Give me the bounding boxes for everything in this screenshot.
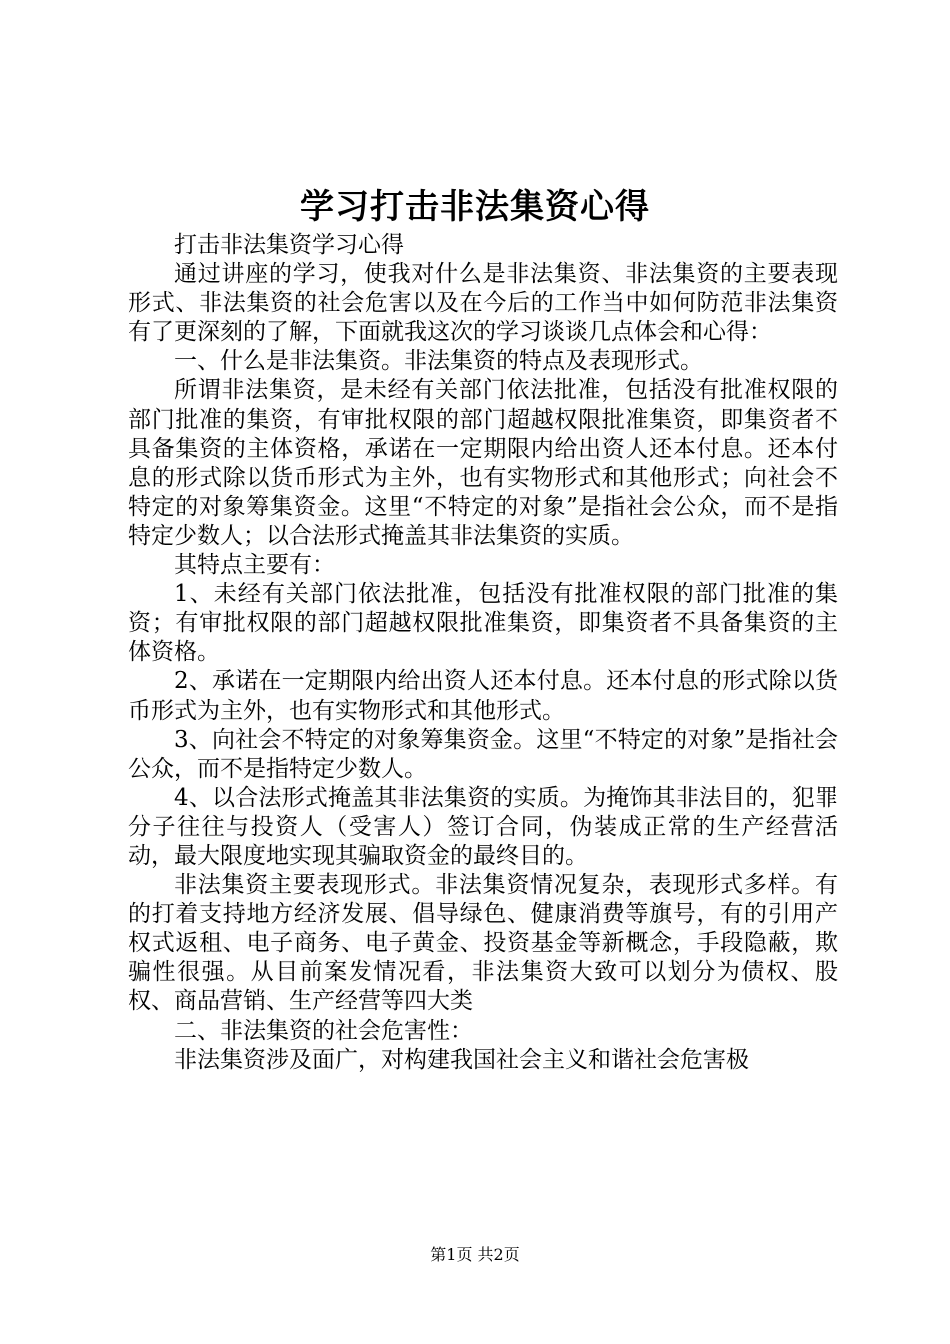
definition-paragraph: 所谓非法集资，是未经有关部门依法批准，包括没有批准权限的部门批准的集资，有审批权限的部门超越权限批准集资，即集资者不具备集资的主体资格，承诺在一定期限内给出资人还本付息。还本付息的形式除以货币形式为主外，也有实物形式和其他形式；向社会不特定的对象筹集资金。这里“不特定的对象”是指社会公众，而不是指特定少数人；以合法形式掩盖其非法集资的实质。	[128, 377, 838, 549]
subtitle-paragraph: 打击非法集资学习心得	[174, 232, 404, 258]
page-footer: 第1页 共2页	[430, 1245, 520, 1264]
feature-item-2: 2、承诺在一定期限内给出资人还本付息。还本付息的形式除以货币形式为主外，也有实物形式和其他形式。	[128, 668, 838, 724]
section-heading-1: 一、什么是非法集资。非法集资的特点及表现形式。	[174, 348, 703, 375]
document-body	[128, 231, 838, 1075]
forms-paragraph: 非法集资主要表现形式。非法集资情况复杂，表现形式多样。有的打着支持地方经济发展、倡导绿色、健康消费等旗号，有的引用产权式返租、电子商务、电子黄金、投资基金等新概念，手段隐蔽，欺骗性很强。从目前案发情况看，非法集资大致可以划分为债权、股权、商品营销、生产经营等四大类	[128, 872, 838, 1015]
document-title: 学习打击非法集资心得	[300, 187, 650, 227]
intro-paragraph: 通过讲座的学习，使我对什么是非法集资、非法集资的主要表现形式、非法集资的社会危害以及在今后的工作当中如何防范非法集资有了更深刻的了解，下面就我这次的学习谈谈几点体会和心得：	[128, 261, 838, 346]
feature-item-3: 3、向社会不特定的对象筹集资金。这里“不特定的对象”是指社会公众，而不是指特定少数人。	[128, 726, 838, 782]
features-heading: 其特点主要有：	[174, 552, 335, 579]
section-heading-2: 二、非法集资的社会危害性：	[174, 1017, 473, 1044]
harm-paragraph: 非法集资涉及面广，对构建我国社会主义和谐社会危害极	[174, 1046, 749, 1073]
feature-item-4: 4、以合法形式掩盖其非法集资的实质。为掩饰其非法目的，犯罪分子往往与投资人（受害人）签订合同，伪装成正常的生产经营活动，最大限度地实现其骗取资金的最终目的。	[128, 784, 838, 869]
feature-item-1: 1、未经有关部门依法批准，包括没有批准权限的部门批准的集资；有审批权限的部门超越权限批准集资，即集资者不具备集资的主体资格。	[128, 581, 838, 666]
